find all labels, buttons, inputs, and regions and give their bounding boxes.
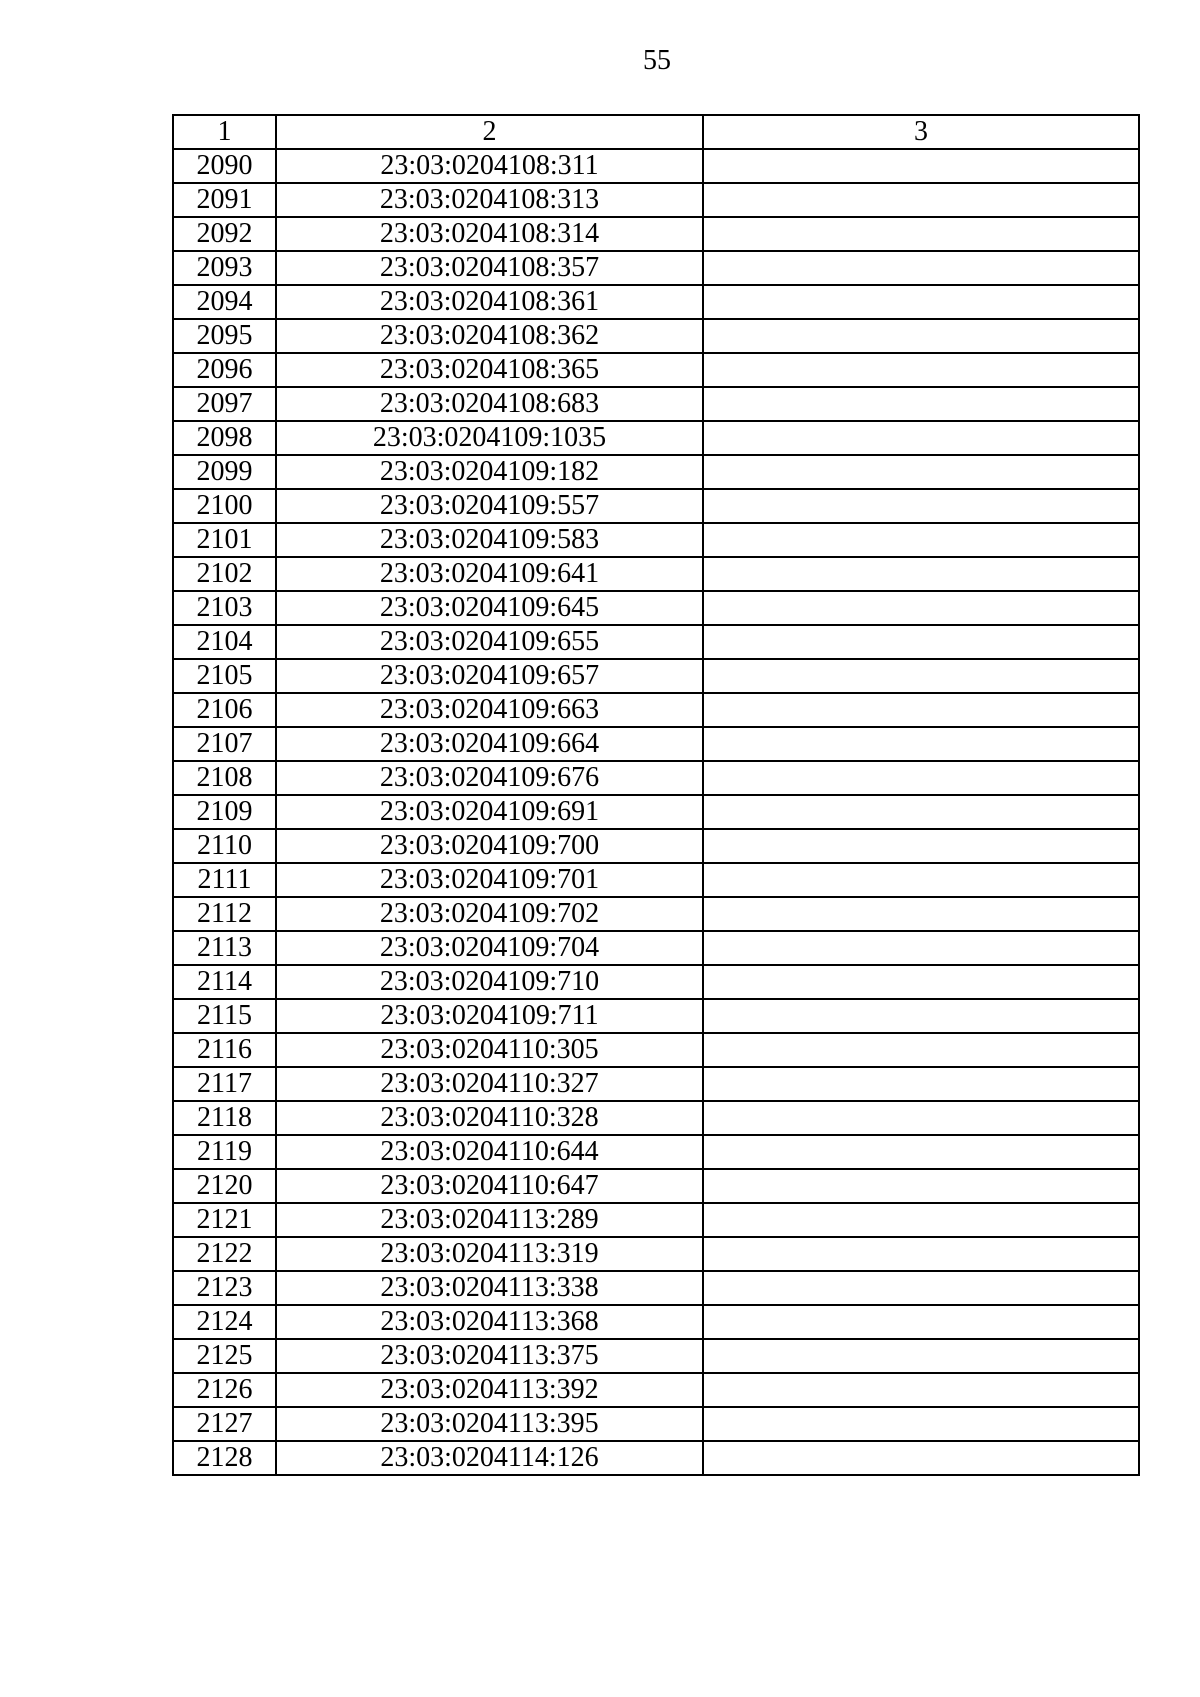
row-number-cell: 2097 [173,387,276,421]
table-row [173,795,1139,829]
cadastral-number-cell: 23:03:0204110:644 [276,1135,703,1169]
notes-cell [703,557,1139,591]
table-row [173,489,1139,523]
table-row [173,931,1139,965]
cadastral-number-cell: 23:03:0204108:311 [276,149,703,183]
table-row [173,591,1139,625]
table-row [173,217,1139,251]
table-row [173,727,1139,761]
table-row [173,319,1139,353]
cadastral-number-cell: 23:03:0204109:1035 [276,421,703,455]
table-row [173,251,1139,285]
notes-cell [703,1033,1139,1067]
notes-cell [703,1441,1139,1475]
row-number-cell: 2122 [173,1237,276,1271]
table-row [173,1339,1139,1373]
table-header [173,115,1139,149]
row-number-cell: 2118 [173,1101,276,1135]
cadastral-number-cell: 23:03:0204109:663 [276,693,703,727]
page-number: 55 [643,45,671,76]
cadastral-number-cell: 23:03:0204109:702 [276,897,703,931]
notes-cell [703,1169,1139,1203]
notes-cell [703,1101,1139,1135]
notes-cell [703,251,1139,285]
row-number-cell: 2119 [173,1135,276,1169]
row-number-cell: 2110 [173,829,276,863]
row-number-cell: 2093 [173,251,276,285]
header-row [173,115,1139,149]
table-row [173,1203,1139,1237]
table-row [173,625,1139,659]
row-number-cell: 2117 [173,1067,276,1101]
notes-cell [703,591,1139,625]
cadastral-number-cell: 23:03:0204109:691 [276,795,703,829]
row-number-cell: 2104 [173,625,276,659]
table-row [173,999,1139,1033]
row-number-cell: 2106 [173,693,276,727]
table-row [173,149,1139,183]
notes-cell [703,217,1139,251]
notes-cell [703,149,1139,183]
table-row [173,1373,1139,1407]
cadastral-number-cell: 23:03:0204108:313 [276,183,703,217]
row-number-cell: 2116 [173,1033,276,1067]
cadastral-number-cell: 23:03:0204113:319 [276,1237,703,1271]
table-row [173,1305,1139,1339]
row-number-cell: 2105 [173,659,276,693]
notes-cell [703,897,1139,931]
table-row [173,761,1139,795]
cadastral-number-cell: 23:03:0204113:368 [276,1305,703,1339]
notes-cell [703,625,1139,659]
row-number-cell: 2091 [173,183,276,217]
table-row [173,353,1139,387]
notes-cell [703,761,1139,795]
table-row [173,285,1139,319]
cadastral-number-cell: 23:03:0204108:365 [276,353,703,387]
cadastral-number-cell: 23:03:0204108:357 [276,251,703,285]
row-number-cell: 2096 [173,353,276,387]
notes-cell [703,1271,1139,1305]
cadastral-number-cell: 23:03:0204109:711 [276,999,703,1033]
notes-cell [703,523,1139,557]
notes-cell [703,1407,1139,1441]
row-number-cell: 2111 [173,863,276,897]
cadastral-number-cell: 23:03:0204109:641 [276,557,703,591]
notes-cell [703,1203,1139,1237]
notes-cell [703,999,1139,1033]
row-number-cell: 2094 [173,285,276,319]
row-number-cell: 2124 [173,1305,276,1339]
notes-cell [703,795,1139,829]
cadastral-number-cell: 23:03:0204113:375 [276,1339,703,1373]
cadastral-number-cell: 23:03:0204108:362 [276,319,703,353]
cadastral-number-cell: 23:03:0204109:583 [276,523,703,557]
table-row [173,829,1139,863]
notes-cell [703,285,1139,319]
notes-cell [703,421,1139,455]
notes-cell [703,183,1139,217]
notes-cell [703,1339,1139,1373]
table-row [173,1067,1139,1101]
cadastral-number-cell: 23:03:0204109:710 [276,965,703,999]
table-row [173,523,1139,557]
row-number-cell: 2103 [173,591,276,625]
cadastral-number-cell: 23:03:0204109:657 [276,659,703,693]
cadastral-number-cell: 23:03:0204109:664 [276,727,703,761]
cadastral-number-cell: 23:03:0204108:314 [276,217,703,251]
notes-cell [703,931,1139,965]
notes-cell [703,455,1139,489]
cadastral-number-cell: 23:03:0204109:645 [276,591,703,625]
table-row [173,557,1139,591]
cadastral-number-cell: 23:03:0204110:305 [276,1033,703,1067]
cadastral-number-cell: 23:03:0204113:289 [276,1203,703,1237]
table-row [173,863,1139,897]
row-number-cell: 2125 [173,1339,276,1373]
row-number-cell: 2114 [173,965,276,999]
notes-cell [703,1373,1139,1407]
column-header-3: 3 [703,115,1139,149]
cadastral-table [172,114,1140,1476]
cadastral-number-cell: 23:03:0204109:676 [276,761,703,795]
table-row [173,965,1139,999]
table-row [173,421,1139,455]
row-number-cell: 2120 [173,1169,276,1203]
row-number-cell: 2123 [173,1271,276,1305]
notes-cell [703,1237,1139,1271]
cadastral-number-cell: 23:03:0204109:701 [276,863,703,897]
table-row [173,693,1139,727]
notes-cell [703,863,1139,897]
notes-cell [703,387,1139,421]
table-body [173,149,1139,1475]
table-row [173,1407,1139,1441]
cadastral-number-cell: 23:03:0204109:557 [276,489,703,523]
notes-cell [703,1305,1139,1339]
row-number-cell: 2121 [173,1203,276,1237]
cadastral-number-cell: 23:03:0204110:327 [276,1067,703,1101]
cadastral-number-cell: 23:03:0204110:647 [276,1169,703,1203]
table-row [173,1271,1139,1305]
notes-cell [703,489,1139,523]
row-number-cell: 2113 [173,931,276,965]
table-row [173,659,1139,693]
cadastral-number-cell: 23:03:0204113:338 [276,1271,703,1305]
cadastral-number-cell: 23:03:0204110:328 [276,1101,703,1135]
row-number-cell: 2108 [173,761,276,795]
notes-cell [703,829,1139,863]
table-row [173,1135,1139,1169]
notes-cell [703,319,1139,353]
cadastral-number-cell: 23:03:0204108:361 [276,285,703,319]
row-number-cell: 2107 [173,727,276,761]
cadastral-number-cell: 23:03:0204109:655 [276,625,703,659]
row-number-cell: 2098 [173,421,276,455]
table-row [173,455,1139,489]
row-number-cell: 2100 [173,489,276,523]
table-row [173,1237,1139,1271]
cadastral-number-cell: 23:03:0204113:395 [276,1407,703,1441]
row-number-cell: 2127 [173,1407,276,1441]
notes-cell [703,353,1139,387]
row-number-cell: 2099 [173,455,276,489]
cadastral-number-cell: 23:03:0204109:700 [276,829,703,863]
table-row [173,1033,1139,1067]
table-row [173,183,1139,217]
notes-cell [703,659,1139,693]
row-number-cell: 2109 [173,795,276,829]
row-number-cell: 2102 [173,557,276,591]
cadastral-number-cell: 23:03:0204109:704 [276,931,703,965]
row-number-cell: 2115 [173,999,276,1033]
row-number-cell: 2090 [173,149,276,183]
notes-cell [703,727,1139,761]
cadastral-number-cell: 23:03:0204114:126 [276,1441,703,1475]
notes-cell [703,1067,1139,1101]
row-number-cell: 2092 [173,217,276,251]
row-number-cell: 2112 [173,897,276,931]
column-header-1: 1 [173,115,276,149]
row-number-cell: 2095 [173,319,276,353]
notes-cell [703,965,1139,999]
row-number-cell: 2128 [173,1441,276,1475]
column-header-2: 2 [276,115,703,149]
table-row [173,1441,1139,1475]
notes-cell [703,1135,1139,1169]
table-row [173,897,1139,931]
cadastral-number-cell: 23:03:0204108:683 [276,387,703,421]
cadastral-number-cell: 23:03:0204113:392 [276,1373,703,1407]
cadastral-number-cell: 23:03:0204109:182 [276,455,703,489]
table-row [173,387,1139,421]
table-row [173,1101,1139,1135]
row-number-cell: 2126 [173,1373,276,1407]
row-number-cell: 2101 [173,523,276,557]
notes-cell [703,693,1139,727]
table-row [173,1169,1139,1203]
